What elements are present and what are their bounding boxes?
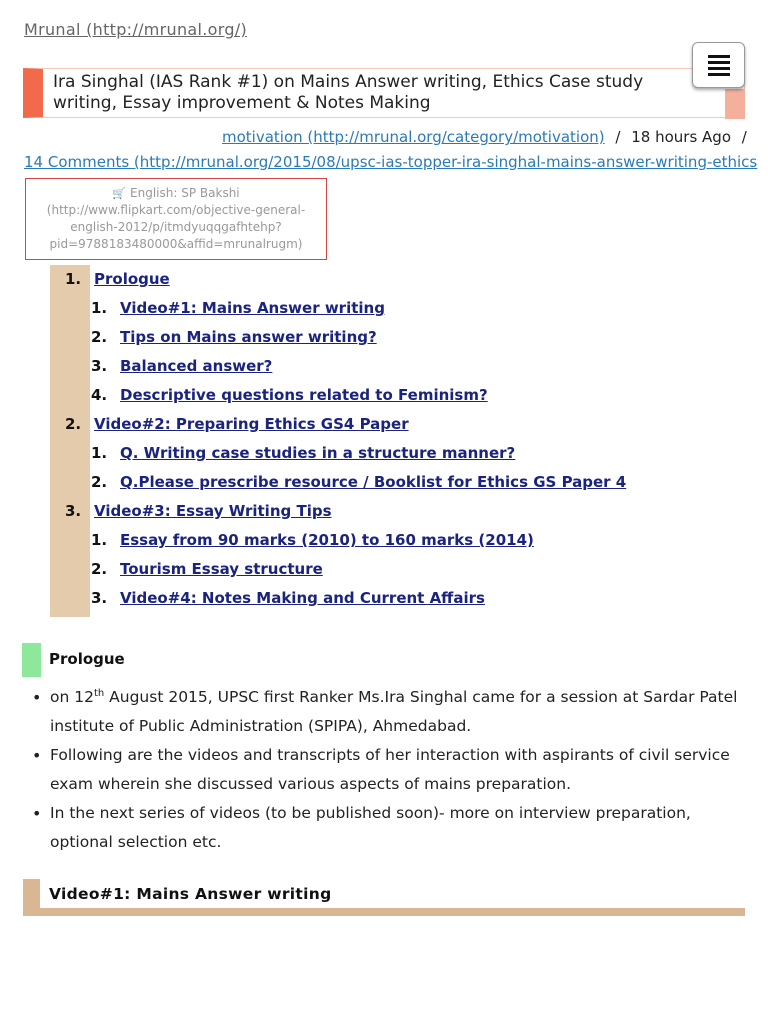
hamburger-menu-icon[interactable] xyxy=(692,42,745,88)
video1-heading xyxy=(23,879,745,916)
toc-item-number: 2. xyxy=(91,473,108,491)
toc-item-number: 4. xyxy=(91,386,108,404)
toc-item-number: 1. xyxy=(91,444,108,462)
video1-heading-text: Video#1: Mains Answer writing xyxy=(49,885,332,903)
toc-accent-bar xyxy=(50,265,90,617)
post-meta xyxy=(222,128,747,146)
post-title-box xyxy=(23,68,745,118)
toc-link[interactable]: Descriptive questions related to Feminism? xyxy=(120,386,488,404)
toc-link[interactable]: Tips on Mains answer writing? xyxy=(120,328,377,346)
list-item: • on 12th August 2015, UPSC first Ranker Ms.Ira Singhal came for a session at Sardar Patel institute of Public Administration (SPIPA), Ahmedabad. xyxy=(50,683,750,741)
toc-link[interactable]: Video#4: Notes Making and Current Affairs xyxy=(120,589,485,607)
meta-separator: / xyxy=(615,128,621,146)
toc-item-number: 3. xyxy=(91,357,108,375)
toc-link[interactable]: Q.Please prescribe resource / Booklist for Ethics GS Paper 4 xyxy=(120,473,627,491)
ad-text: English: SP Bakshi (http://www.flipkart.com/objective-general-english-2012/p/itmdyuqqgafhtehp?pid=9788183480000&affid=mrunalrugm) xyxy=(46,186,306,251)
list-item: • In the next series of videos (to be published soon)- more on interview preparation, optional selection etc. xyxy=(50,799,750,857)
prologue-heading-text: Prologue xyxy=(49,650,125,668)
toc-link[interactable]: Balanced answer? xyxy=(120,357,273,375)
toc-link[interactable]: Essay from 90 marks (2010) to 160 marks (2014) xyxy=(120,531,534,549)
toc-item-number: 2. xyxy=(65,415,82,433)
prologue-list xyxy=(50,683,750,857)
toc-item-number: 2. xyxy=(91,560,108,578)
toc-item-number: 3. xyxy=(65,502,82,520)
category-link[interactable]: motivation (http://mrunal.org/category/motivation) xyxy=(222,128,605,146)
ad-banner[interactable] xyxy=(25,178,327,260)
toc-item-number: 1. xyxy=(91,531,108,549)
cart-icon: 🛒 xyxy=(112,187,127,200)
list-item: • Following are the videos and transcripts of her interaction with aspirants of civil service exam wherein she discussed various aspects of mains preparation. xyxy=(50,741,750,799)
comments-line xyxy=(24,153,768,171)
toc-item-number: 3. xyxy=(91,589,108,607)
toc-item-number: 2. xyxy=(91,328,108,346)
toc-link[interactable]: Video#3: Essay Writing Tips xyxy=(94,502,332,520)
comments-link[interactable]: 14 Comments (http://mrunal.org/2015/08/upsc-ias-topper-ira-singhal-mains-answer-writing-ethics xyxy=(24,153,758,171)
toc-link[interactable]: Video#2: Preparing Ethics GS4 Paper xyxy=(94,415,409,433)
toc-item-number: 1. xyxy=(65,270,82,288)
page-title: Ira Singhal (IAS Rank #1) on Mains Answer writing, Ethics Case study writing, Essay improvement & Notes Making xyxy=(53,72,644,113)
meta-separator: / xyxy=(741,128,747,146)
toc-link[interactable]: Video#1: Mains Answer writing xyxy=(120,299,385,317)
heading-marker xyxy=(22,643,41,677)
site-home-link[interactable]: Mrunal (http://mrunal.org/) xyxy=(24,20,248,39)
toc-link[interactable]: Tourism Essay structure xyxy=(120,560,323,578)
toc-item-number: 1. xyxy=(91,299,108,317)
post-time: 18 hours Ago xyxy=(631,128,732,146)
toc-link[interactable]: Q. Writing case studies in a structure manner? xyxy=(120,444,516,462)
title-accent-bar xyxy=(725,89,745,119)
prologue-heading xyxy=(22,643,422,677)
toc-link[interactable]: Prologue xyxy=(94,270,170,288)
